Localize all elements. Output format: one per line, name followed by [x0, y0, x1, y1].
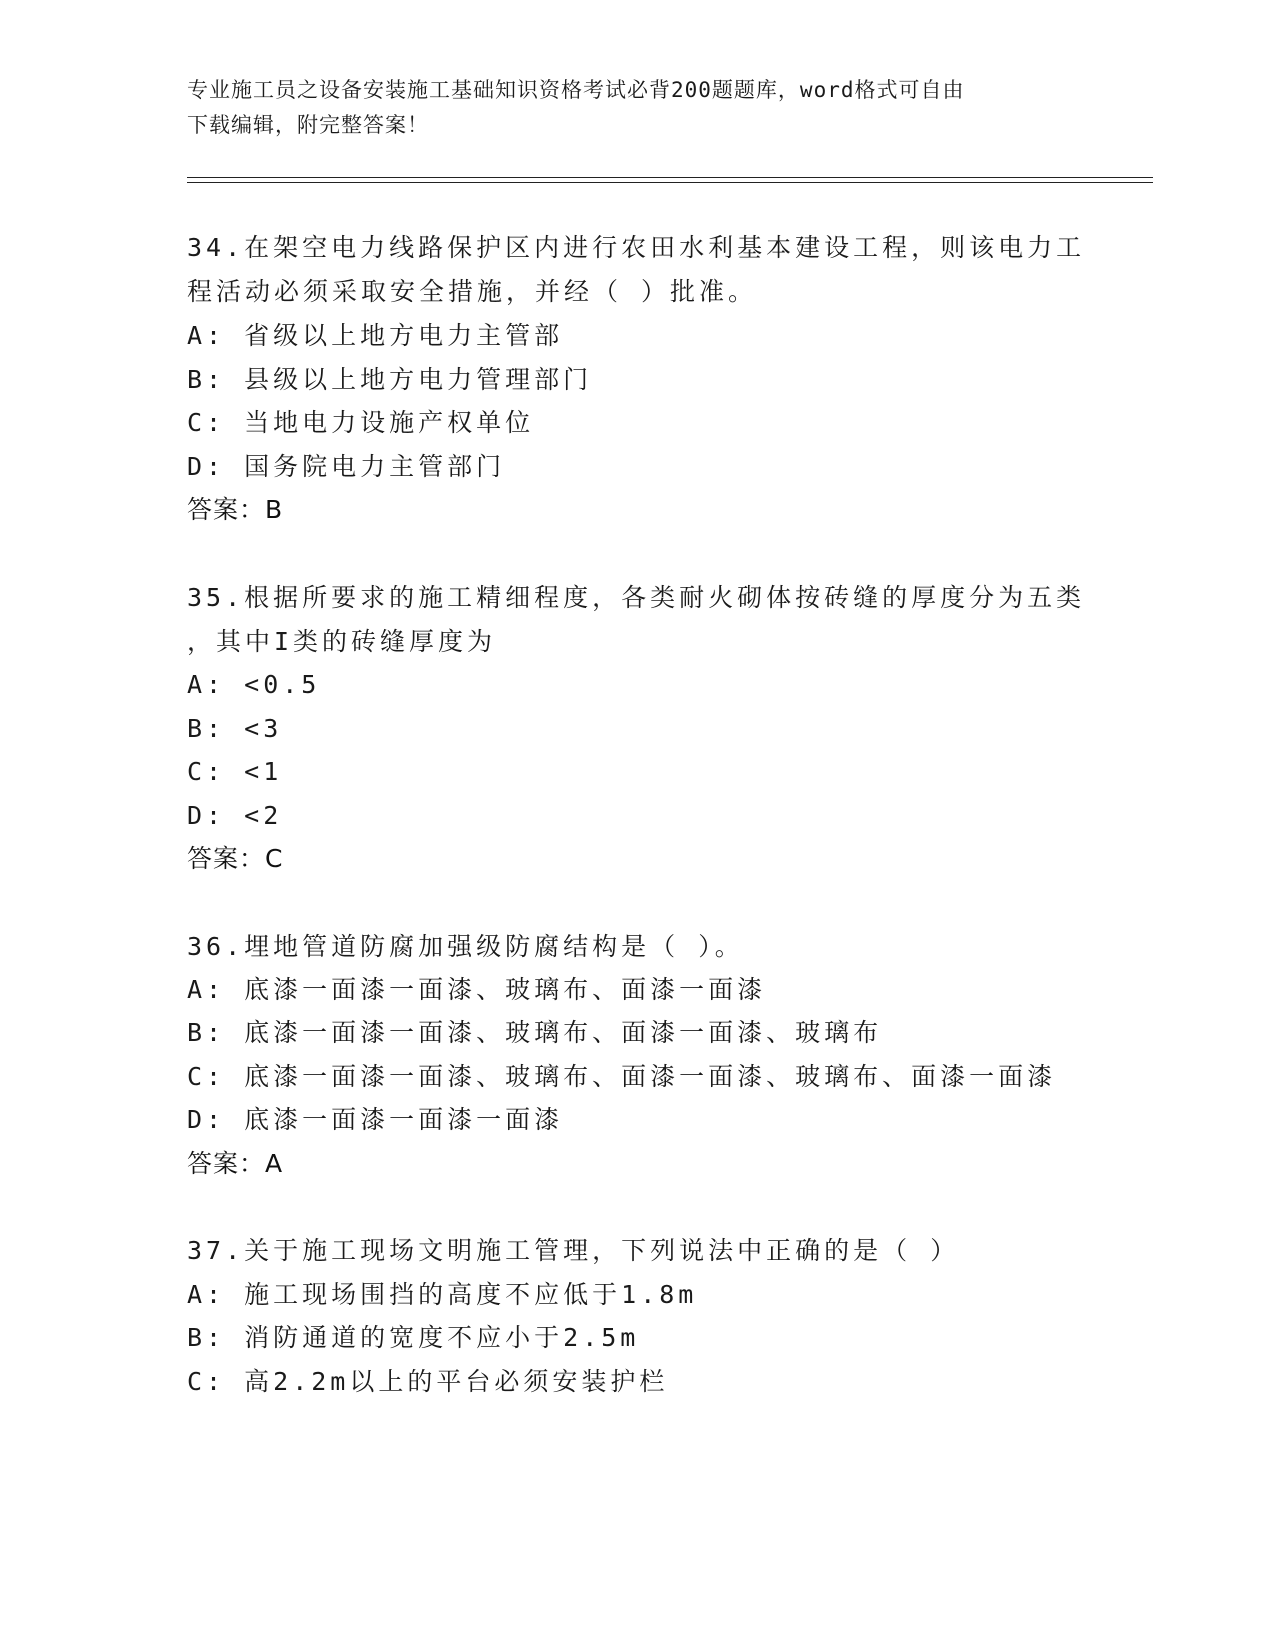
question-36-option-a: A: 底漆一面漆一面漆、玻璃布、面漆一面漆 [187, 975, 767, 1004]
question-35-option-c: C: <1 [187, 757, 283, 786]
question-37-option-c: C: 高2.2m以上的平台必须安装护栏 [187, 1367, 669, 1396]
question-36-stem-line-1: 36.埋地管道防腐加强级防腐结构是（ ）。 [187, 932, 744, 961]
question-36-option-c: C: 底漆一面漆一面漆、玻璃布、面漆一面漆、玻璃布、面漆一面漆 [187, 1062, 1057, 1091]
question-36-option-b: B: 底漆一面漆一面漆、玻璃布、面漆一面漆、玻璃布 [187, 1018, 883, 1047]
header-line-1: 专业施工员之设备安装施工基础知识资格考试必背200题题库，word格式可自由 [187, 78, 965, 102]
question-37-option-a: A: 施工现场围挡的高度不应低于1.8m [187, 1280, 698, 1309]
document-header [187, 73, 1067, 143]
header-line-2: 下载编辑，附完整答案！ [187, 113, 429, 137]
question-35-option-a: A: <0.5 [187, 670, 321, 699]
question-34-stem-line-1: 34.在架空电力线路保护区内进行农田水利基本建设工程，则该电力工 [187, 233, 1086, 262]
question-34-option-b: B: 县级以上地方电力管理部门 [187, 365, 593, 394]
question-35-stem-line-2: ，其中I类的砖缝厚度为 [187, 627, 497, 656]
question-34-option-d: D: 国务院电力主管部门 [187, 452, 506, 481]
question-35-answer: 答案：C [187, 844, 284, 873]
header-divider-bottom [187, 182, 1153, 183]
question-34-answer: 答案：B [187, 495, 284, 524]
question-34-stem-line-2: 程活动必须采取安全措施，并经（ ）批准。 [187, 277, 758, 306]
question-35-option-d: D: <2 [187, 801, 283, 830]
question-34-option-a: A: 省级以上地方电力主管部 [187, 321, 564, 350]
question-37-stem-line-1: 37.关于施工现场文明施工管理，下列说法中正确的是（ ） [187, 1236, 960, 1265]
question-35-option-b: B: <3 [187, 714, 283, 743]
question-34-option-c: C: 当地电力设施产权单位 [187, 408, 535, 437]
question-37-option-b: B: 消防通道的宽度不应小于2.5m [187, 1323, 640, 1352]
header-divider-top [187, 177, 1153, 178]
question-35-stem-line-1: 35.根据所要求的施工精细程度，各类耐火砌体按砖缝的厚度分为五类 [187, 583, 1086, 612]
question-36-option-d: D: 底漆一面漆一面漆一面漆 [187, 1105, 564, 1134]
question-36-answer: 答案：A [187, 1149, 284, 1178]
